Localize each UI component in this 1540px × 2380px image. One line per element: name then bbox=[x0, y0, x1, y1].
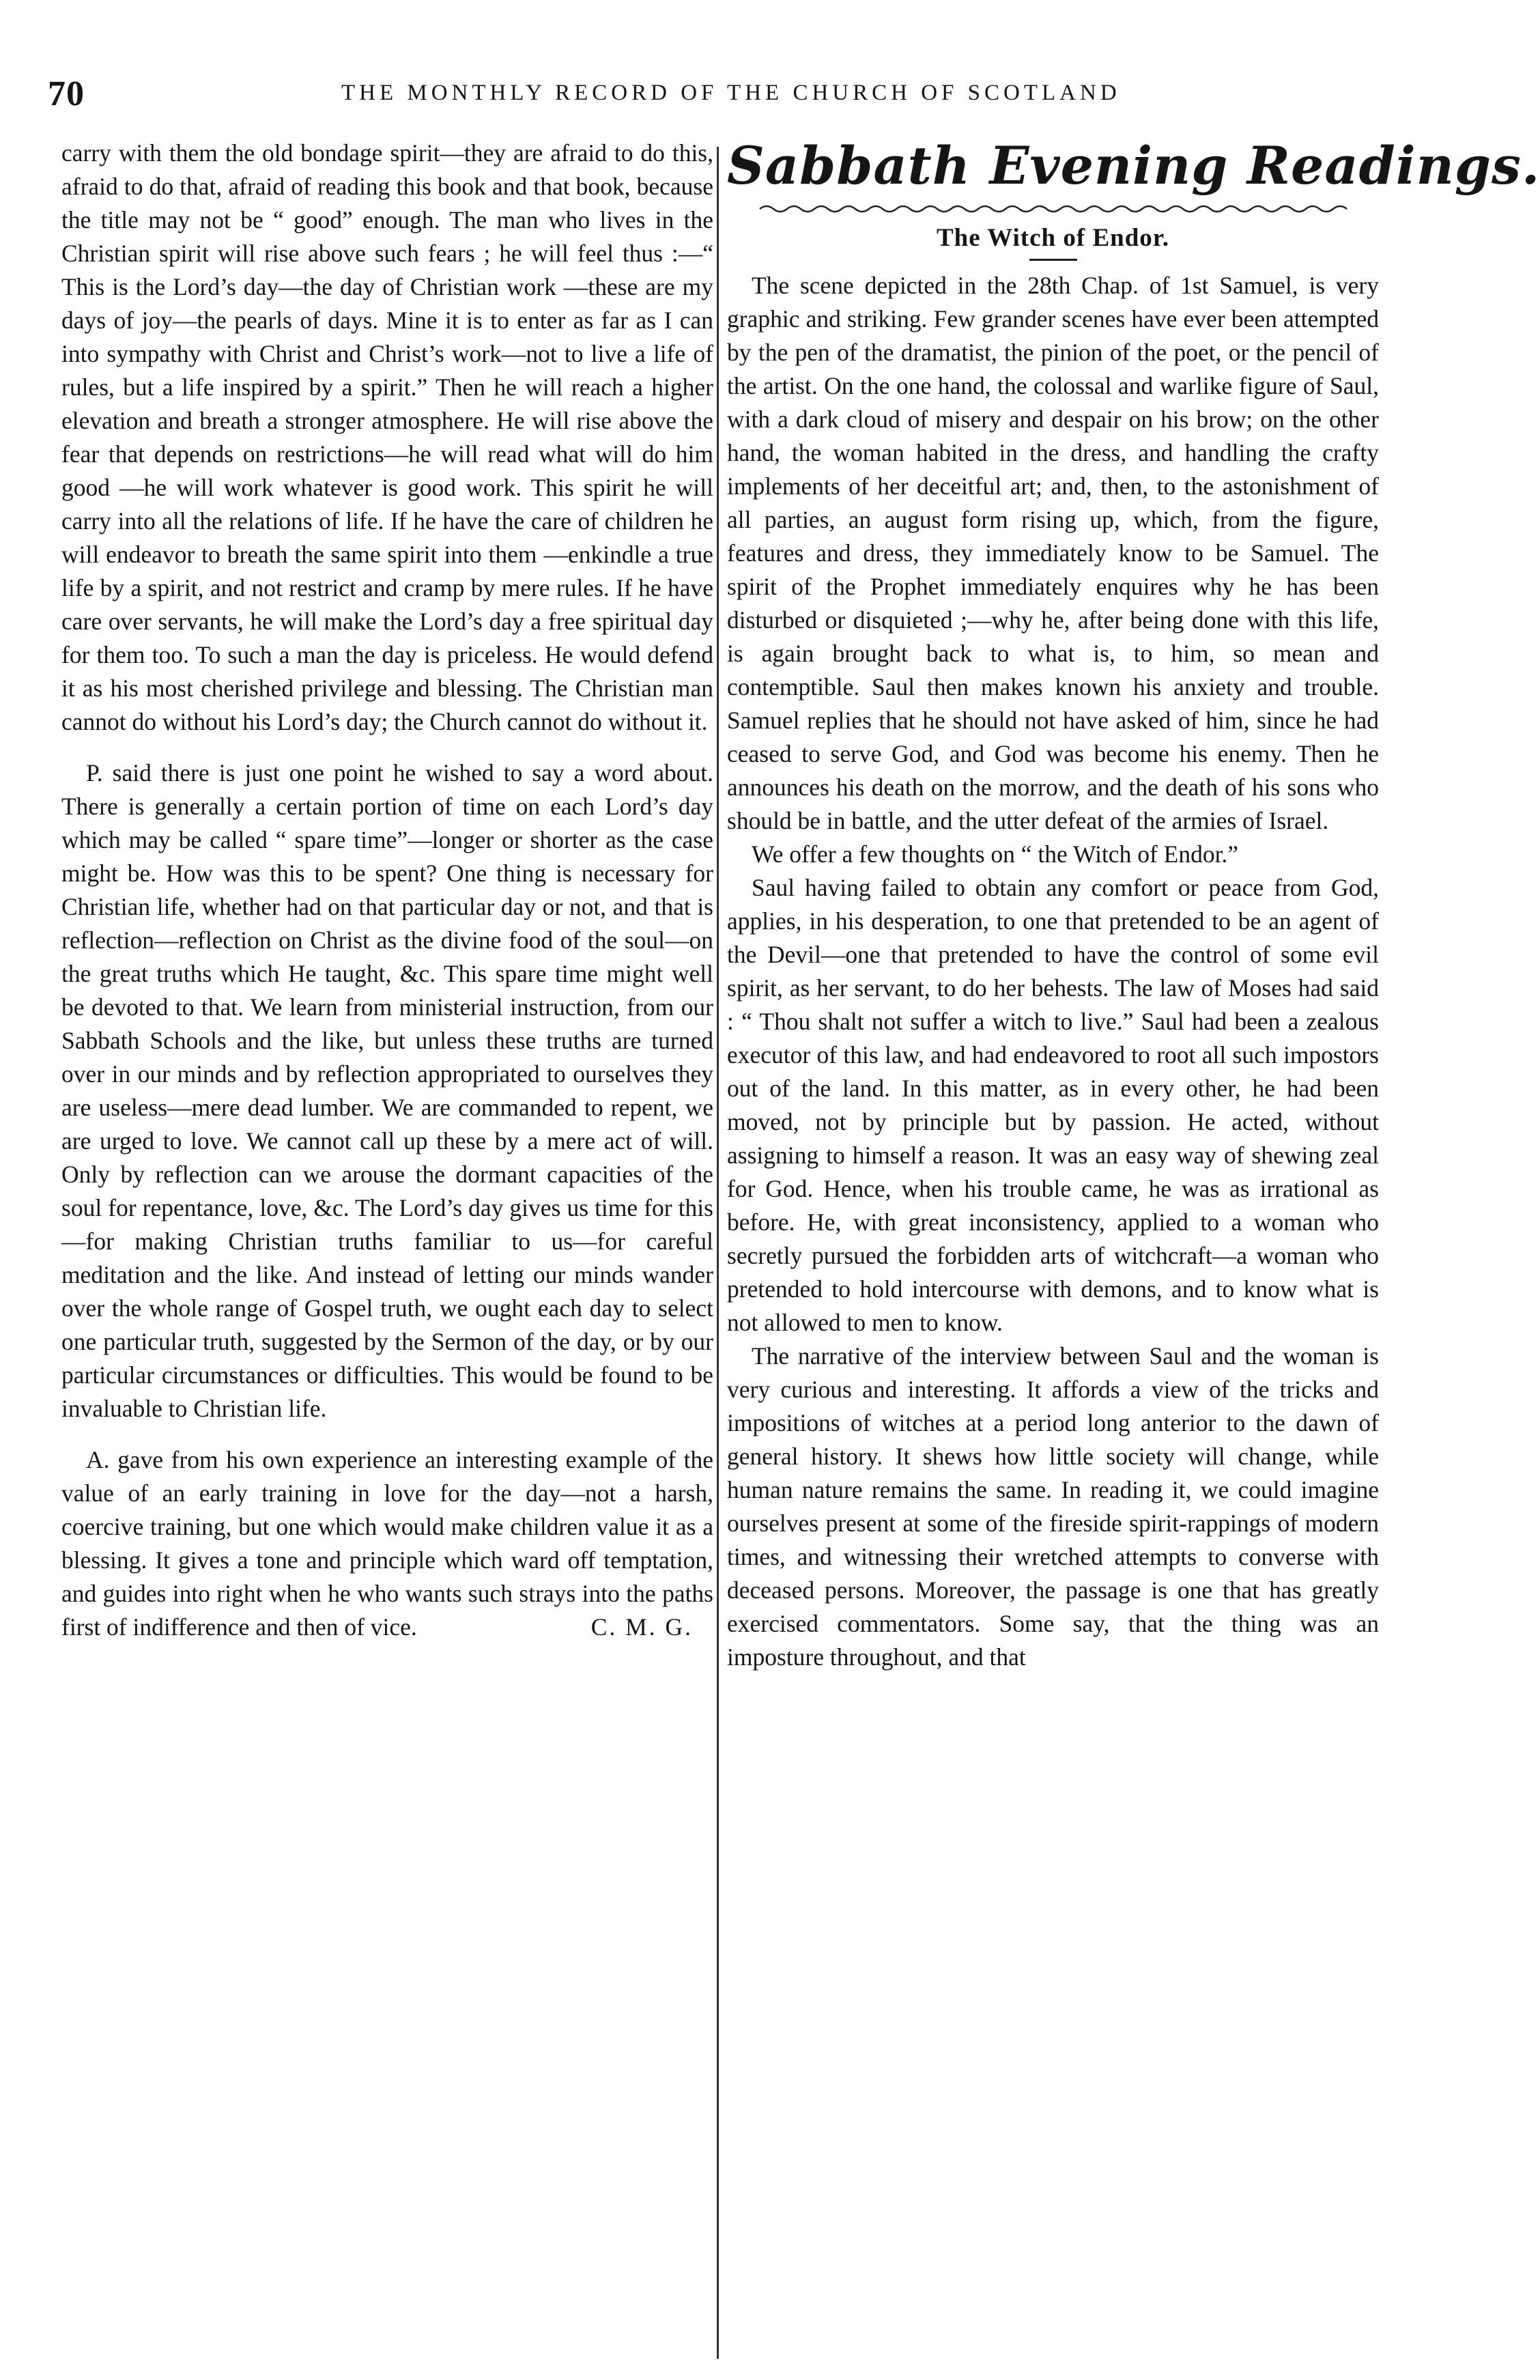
left-paragraph-3 bbox=[61, 1443, 713, 1644]
signature: C. M. G. bbox=[590, 1613, 693, 1641]
running-head: THE MONTHLY RECORD OF THE CHURCH OF SCOTLAND bbox=[341, 81, 1121, 105]
column-divider bbox=[717, 147, 719, 2359]
article-title: The Witch of Endor. bbox=[936, 224, 1170, 252]
left-paragraph-1: carry with them the old bondage spirit—they are afraid to do this, afraid to do that, afraid of reading this book and that book, because the title may not be “ good” enough. The man who lives in the Christian spirit will rise above such fears ; he will feel thus :—“ This is the Lord’s day—the day of Christian work —these are my days of joy—the pearls of days. Mine it is to enter as far as I can into sympathy with Christ and Christ’s work—not to live a life of rules, but a life inspired by a spirit.” Then he will reach a higher elevation and breath a stronger atmosphere. He will rise above the fear that depends on restrictions—he will read what will do him good —he will work whatever is good work. This spirit he will carry into all the relations of life. If he have the care of children he will endeavor to breath the same spirit into them —enkindle a true life by a spirit, and not restrict and cramp by mere rules. If he have care over servants, he will make the Lord’s day a free spiritual day for them too. To such a man the day is priceless. He would defend it as his most cherished privilege and blessing. The Christian man cannot do without his Lord’s day; the Church cannot do without it. bbox=[61, 139, 713, 735]
right-paragraph-1: The scene depicted in the 28th Chap. of 1st Samuel, is very graphic and striking. Few grander scenes have ever been attempted by the pen of the dramatist, the pinion of the poet, or the pencil of the artist. On the one hand, the colossal and warlike figure of Saul, with a dark cloud of misery and despair on his brow; on the other hand, the woman habited in the dress, and handling the crafty implements of her deceitful art; and, then, to the astonishment of all parties, an august form rising up, which, from the figure, features and dress, they immediately know to be Samuel. The spirit of the Prophet immediately enquires why he has been disturbed or disquieted ;—why he, after being done with this life, is again brought back to what is, to him, so mean and contemptible. Saul then makes known his anxiety and trouble. Samuel replies that he should not have asked of him, since he had ceased to serve God, and God was become his enemy. Then he announces his death on the morrow, and the death of his sons who should be in battle, and the utter defeat of the armies of Israel. bbox=[727, 272, 1379, 834]
right-paragraph-3: Saul having failed to obtain any comfort or peace from God, applies, in his desperation, to one that pretended to be an agent of the Devil—one that pretended to have the control of some evil spirit, as her servant, to do her behests. The law of Moses had said : “ Thou shalt not suffer a witch to live.” Saul had been a zealous executor of this law, and had endeavored to root all such impostors out of the land. In this matter, as in every other, he had been moved, not by principle but by passion. He acted, without assigning to himself a reason. It was an easy way of shewing zeal for God. Hence, when his trouble came, he was as irrational as before. He, with great inconsistency, applied to a woman who secretly pursued the forbidden arts of witchcraft—a woman who pretended to hold intercourse with demons, and to know what is not allowed to men to know. bbox=[727, 874, 1379, 1336]
left-paragraph-2: P. said there is just one point he wished to say a word about. There is generally a certain portion of time on each Lord’s day which may be called “ spare time”—longer or shorter as the case might be. How was this to be spent? One thing is necessary for Christian life, whether had on that particular day or not, and that is reflection—reflection on Christ as the divine food of the soul—on the great truths which He taught, &c. This spare time might well be devoted to that. We learn from ministerial instruction, from our Sabbath Schools and the like, but unless these truths are turned over in our minds and by reflection appropriated to ourselves they are useless—mere dead lumber. We are commanded to repent, we are urged to love. We cannot call up these by a mere act of will. Only by reflection can we arouse the dormant capacities of the soul for repentance, love, &c. The Lord’s day gives us time for this—for making Christian truths familiar to us—for careful meditation and the like. And instead of letting our minds wander over the whole range of Gospel truth, we ought each day to select one particular truth, suggested by the Sermon of the day, or by our particular circumstances or difficulties. This would be found to be invaluable to Christian life. bbox=[61, 759, 713, 1422]
page-number: 70 bbox=[48, 74, 85, 113]
wavy-rule-ornament bbox=[760, 203, 1347, 215]
right-column bbox=[727, 133, 1540, 1674]
right-paragraph-2: We offer a few thoughts on “ the Witch of Endor.” bbox=[752, 840, 1239, 868]
left-column bbox=[61, 137, 713, 1644]
left-paragraph-3-text: A. gave from his own experience an interesting example of the value of an early training in love for the day—not a harsh, coercive training, but one which would make children value it as a blessing. It gives a tone and principle which ward off temptation, and guides into right when he who wants such strays into the paths first of indifference and then of vice. bbox=[61, 1446, 713, 1641]
page-header bbox=[48, 74, 1386, 115]
title-rule bbox=[1029, 259, 1077, 261]
right-paragraph-4: The narrative of the interview between Saul and the woman is very curious and interesting. It affords a view of the tricks and impositions of witches at a period long anterior to the dawn of general history. It shews how little society will change, while human nature remains the same. In reading it, we could imagine ourselves present at some of the fireside spirit-rappings of modern times, and witnessing their wretched attempts to converse with deceased persons. Moreover, the passage is one that has greatly exercised commentators. Some say, that the thing was an imposture throughout, and that bbox=[727, 1342, 1379, 1671]
series-title: Sabbath Evening Readings. bbox=[727, 135, 1540, 196]
